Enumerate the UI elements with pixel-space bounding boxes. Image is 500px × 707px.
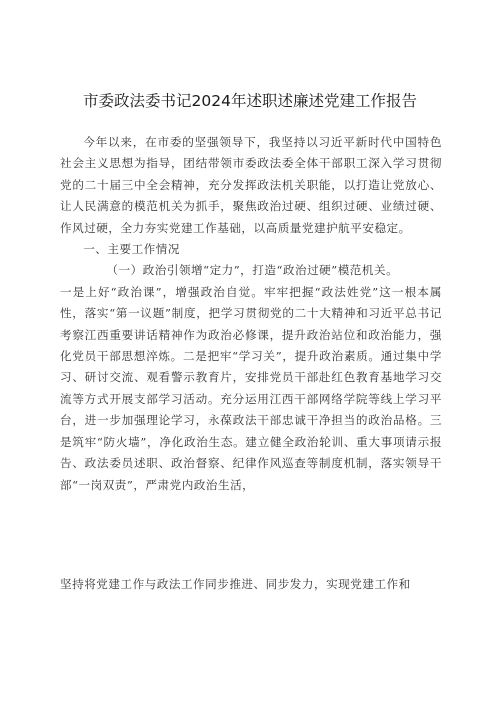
intro-paragraph: 今年以来，在市委的坚强领导下，我坚持以习近平新时代中国特色社会主义思想为指导，团结带领市委政法委全体干部职工深入学习贯彻党的二十届三中全会精神，充分发挥政法机关职能，以打造让党放心、让人民满意的模范机关为抓手，聚焦政治过硬、组织过硬、业绩过硬、作风过硬，全力夯实党建工作基础，以高质量党建护航平安稳定。 — [60, 135, 442, 235]
trailing-line: 坚持将党建工作与政法工作同步推进、同步发力，实现党建工作和 — [60, 577, 411, 591]
subsection-heading: （一）政治引领增“定力”，打造“政治过硬”模范机关。 — [106, 263, 399, 278]
document-body — [60, 132, 442, 496]
section-heading: 一、主要工作情况 — [83, 242, 180, 257]
document-title: 市委政法委书记2024年述职述廉述党建工作报告 — [83, 92, 417, 110]
body-paragraph: 一是上好“政治课”，增强政治自觉。牢牢把握“政法姓党”这一根本属性，落实“第一议题”制度，把学习贯彻党的二十大精神和习近平总书记考察江西重要讲话精神作为政治必修课，提升政治站位和政治能力，强化党员干部思想淬炼。二是把牢“学习关”，提升政治素质。通过集中学习、研讨交流、观看警示教育片，安排党员干部赴红色教育基地学习交流等方式开展支部学习活动。充分运用江西干部网络学院等线上学习平台，进一步加强理论学习，永葆政法干部忠诚干净担当的政治品格。三是筑牢“防火墙”，净化政治生态。建立健全政治轮训、重大事项请示报告、政法委员述职、政治督察、纪律作风巡查等制度机制，落实领导干部“一岗双责”，严肃党内政治生活， — [60, 284, 442, 492]
